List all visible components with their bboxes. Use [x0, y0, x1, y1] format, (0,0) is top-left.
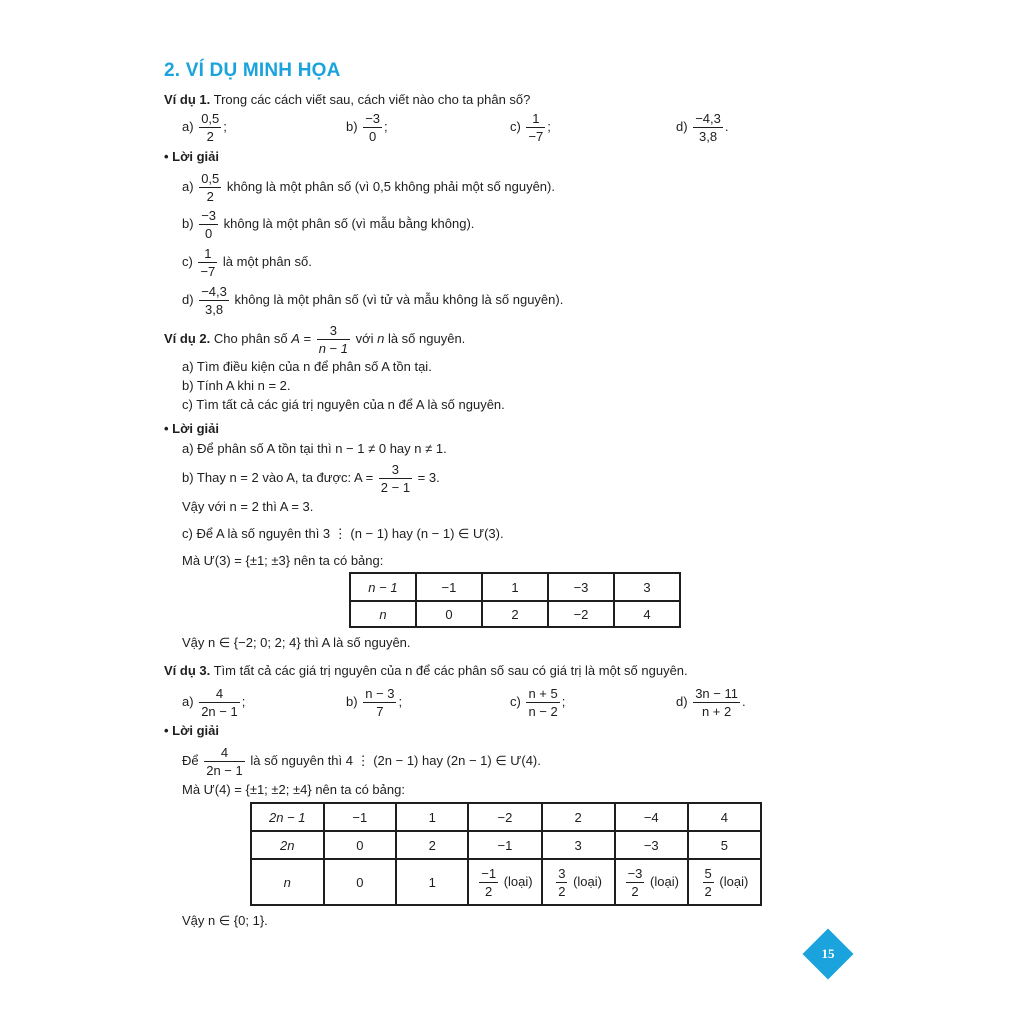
example-3-option-a: a) $\frac{4}{2n - 1}$ ;	[182, 686, 246, 719]
fraction: $\frac{4}{2n - 1}$	[206, 745, 243, 778]
example-2-statement: Ví dụ 2. Cho phân số A = $\frac{3}{n - 1}$ với n là số nguyên.	[164, 323, 466, 356]
solution-label-2: • Lời giải	[164, 421, 219, 436]
example-1-option-c: c) $\frac{1}{-7}$ ;	[510, 111, 551, 144]
example-1-option-a: a) $\frac{0,5}{2}$ ;	[182, 111, 227, 144]
example-1-statement: Ví dụ 1. Trong các cách viết sau, cách viết nào cho ta phân số?	[164, 92, 531, 107]
table-row: n 0 1 $\frac{-1}{2}$ (loại) $\frac{3}{2}$ (loại) $\frac{-3}{2}$ (loại) $\frac{5}{2}$ (loại)	[251, 859, 761, 905]
example-1-option-b: b) $\frac{-3}{0}$ ;	[346, 111, 388, 144]
example-3-label: Ví dụ 3.	[164, 663, 211, 678]
solution-2-c: c) Để A là số nguyên thì 3 ⋮ (n − 1) hay (n − 1) ∈ Ư(3).	[182, 526, 504, 541]
solution-label-3: • Lời giải	[164, 723, 219, 738]
fraction: $\frac{-3}{0}$	[201, 208, 217, 241]
example-3-conclusion: Vậy n ∈ {0; 1}.	[182, 913, 268, 928]
fraction: $\frac{1}{-7}$	[200, 246, 216, 279]
solution-1-c: c) $\frac{1}{-7}$ là một phân số.	[182, 246, 312, 279]
example-2-label: Ví dụ 2.	[164, 330, 211, 346]
solution-2-conclusion-b: Vậy với n = 2 thì A = 3.	[182, 499, 314, 514]
solution-2-b: b) Thay n = 2 vào A, ta được: A = $\frac{3}{2 - 1}$ = 3.	[182, 462, 440, 495]
solution-3-divisors: Mà Ư(4) = {±1; ±2; ±4} nên ta có bảng:	[182, 782, 405, 797]
fraction: $\frac{3}{2}$	[558, 865, 566, 899]
example-3-option-d: d) $\frac{3n - 11}{n + 2}$ .	[676, 686, 746, 719]
fraction: $\frac{3n - 11}{n + 2}$	[695, 686, 738, 719]
example-3-option-b: b) $\frac{n - 3}{7}$ ;	[346, 686, 403, 719]
fraction: $\frac{0,5}{2}$	[201, 111, 220, 144]
solution-3-condition: Để $\frac{4}{2n - 1}$ là số nguyên thì 4 ⋮ (2n − 1) hay (2n − 1) ∈ Ư(4).	[182, 745, 541, 778]
table-row: 2n 0 2 −1 3 −3 5	[251, 831, 761, 859]
example-3-statement: Ví dụ 3. Tìm tất cả các giá trị nguyên của n để các phân số sau có giá trị là một số nguyên.	[164, 663, 688, 678]
table-row: n − 1 −1 1 −3 3	[350, 573, 680, 601]
example-1-label: Ví dụ 1.	[164, 92, 211, 107]
fraction: $\frac{-3}{2}$	[627, 865, 643, 899]
fraction: $\frac{5}{2}$	[704, 865, 712, 899]
example-3-table	[250, 802, 762, 906]
example-2-table	[349, 572, 681, 628]
section-title: 2. VÍ DỤ MINH HỌA	[164, 60, 341, 81]
example-2-conclusion: Vậy n ∈ {−2; 0; 2; 4} thì A là số nguyên.	[182, 635, 411, 650]
example-1-option-d: d) $\frac{-4,3}{3,8}$ .	[676, 111, 729, 144]
solution-1-a: a) $\frac{0,5}{2}$ không là một phân số (vì 0,5 không phải một số nguyên).	[182, 171, 555, 204]
fraction: $\frac{3}{n - 1}$	[318, 323, 348, 356]
page-number: 15	[821, 946, 835, 961]
example-2-question-c: c) Tìm tất cả các giá trị nguyên của n để A là số nguyên.	[182, 397, 505, 412]
fraction: $\frac{n + 5}{n - 2}$	[528, 686, 558, 719]
example-2-question-a: a) Tìm điều kiện của n để phân số A tồn tại.	[182, 359, 432, 374]
example-3-option-c: c) $\frac{n + 5}{n - 2}$ ;	[510, 686, 566, 719]
solution-1-b: b) $\frac{-3}{0}$ không là một phân số (vì mẫu bằng không).	[182, 208, 475, 241]
fraction: $\frac{4}{2n - 1}$	[201, 686, 238, 719]
fraction: $\frac{-4,3}{3,8}$	[695, 111, 721, 144]
solution-2-a: a) Để phân số A tồn tại thì n − 1 ≠ 0 hay n ≠ 1.	[182, 441, 447, 456]
fraction: $\frac{-1}{2}$	[481, 865, 497, 899]
fraction: $\frac{n - 3}{7}$	[365, 686, 395, 719]
solution-1-d: d) $\frac{-4,3}{3,8}$ không là một phân số (vì tử và mẫu không là số nguyên).	[182, 284, 564, 317]
table-row: n 0 2 −2 4	[350, 601, 680, 627]
table-row: 2n − 1 −1 1 −2 2 −4 4	[251, 803, 761, 831]
fraction: $\frac{-4,3}{3,8}$	[201, 284, 227, 317]
fraction: $\frac{3}{2 - 1}$	[380, 462, 411, 495]
example-2-question-b: b) Tính A khi n = 2.	[182, 378, 291, 393]
fraction: $\frac{0,5}{2}$	[201, 171, 220, 204]
fraction: $\frac{-3}{0}$	[365, 111, 381, 144]
solution-2-divisors: Mà Ư(3) = {±1; ±3} nên ta có bảng:	[182, 553, 384, 568]
fraction: $\frac{1}{-7}$	[528, 111, 544, 144]
solution-label-1: • Lời giải	[164, 149, 219, 164]
